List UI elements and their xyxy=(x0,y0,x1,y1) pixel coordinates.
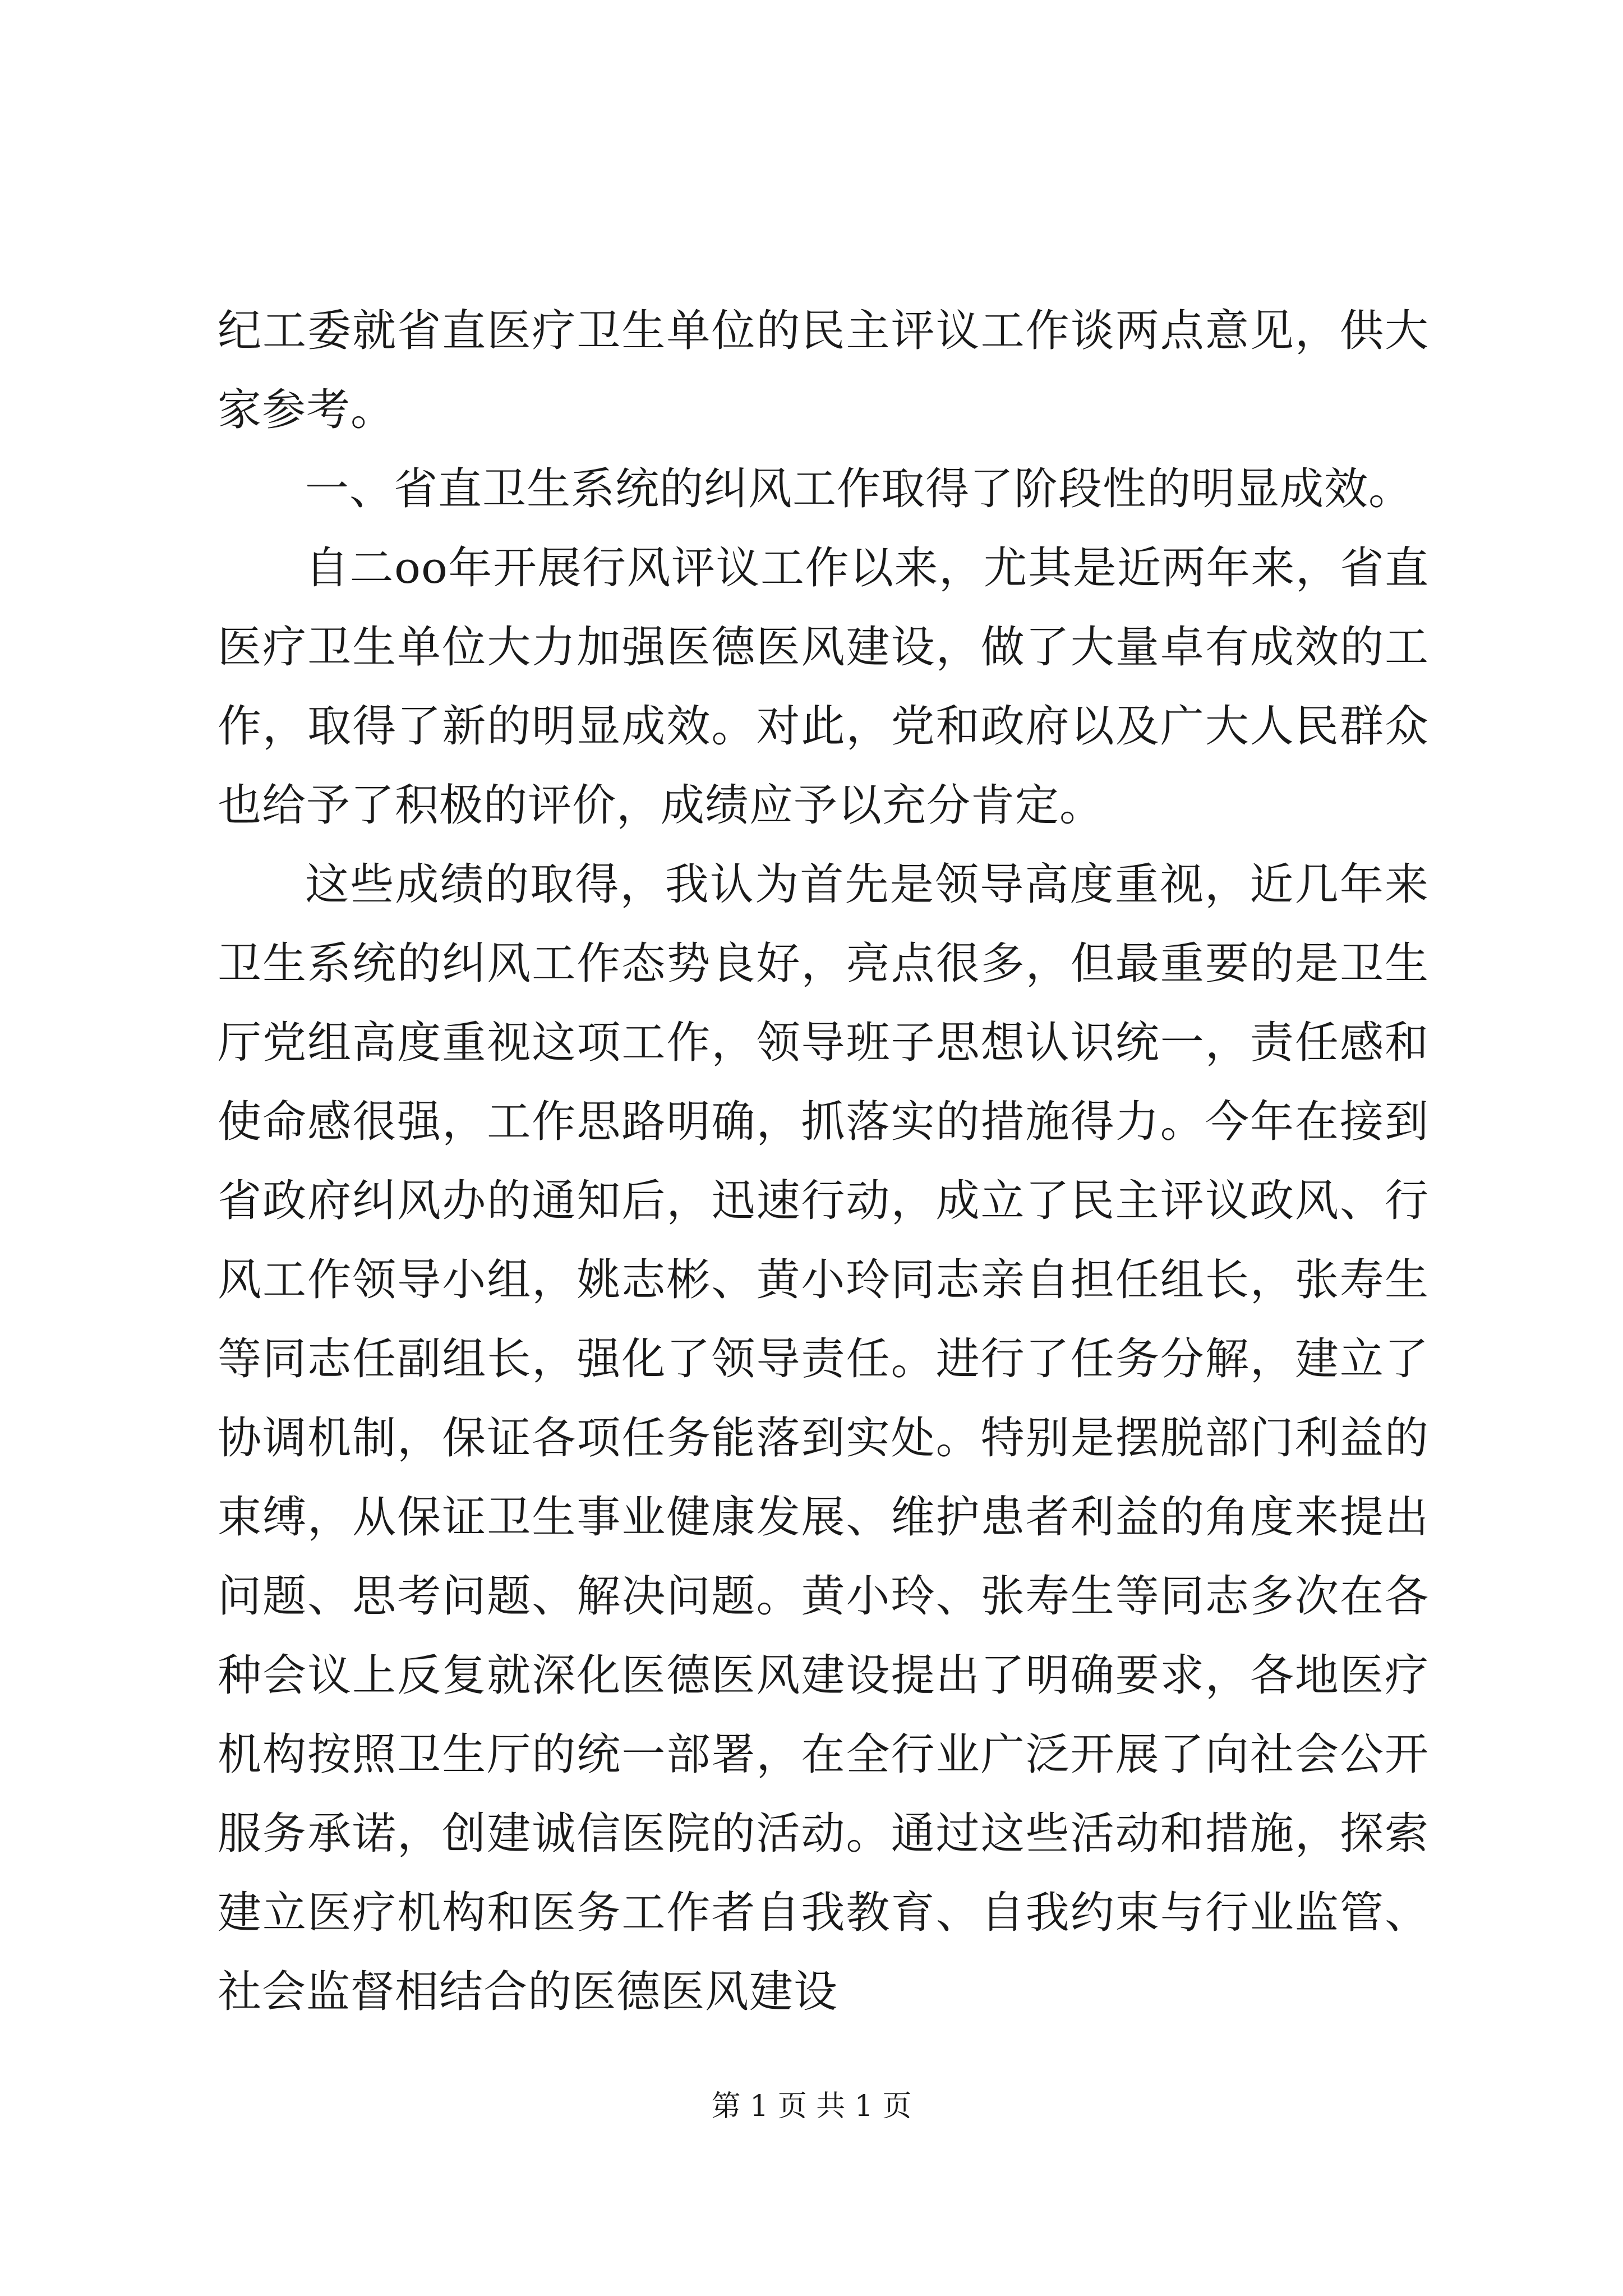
paragraph-1: 纪工委就省直医疗卫生单位的民主评议工作谈两点意见，供大家参考。 xyxy=(218,306,1429,435)
paragraph-2: 自二oo年开展行风评议工作以来，尤其是近两年来，省直医疗卫生单位大力加强医德医风建设，做了大量卓有成效的工作，取得了新的明显成效。对此，党和政府以及广大人民群众也给予了积极的评价，成绩应予以充分肯定。 xyxy=(218,543,1429,831)
page-footer: 第 1 页 共 1 页 xyxy=(711,2090,912,2123)
document-body xyxy=(218,292,1429,2032)
paragraph-heading-1: 一、省直卫生系统的纠风工作取得了阶段性的明显成效。 xyxy=(305,464,1413,514)
paragraph-3: 这些成绩的取得，我认为首先是领导高度重视，近几年来卫生系统的纠风工作态势良好，亮点很多，但最重要的是卫生厅党组高度重视这项工作，领导班子思想认识统一，责任感和使命感很强，工作思路明确，抓落实的措施得力。今年在接到省政府纠风办的通知后，迅速行动，成立了民主评议政风、行风工作领导小组，姚志彬、黄小玲同志亲自担任组长，张寿生等同志任副组长，强化了领导责任。进行了任务分解，建立了协调机制，保证各项任务能落到实处。特别是摆脱部门利益的束缚，从保证卫生事业健康发展、维护患者利益的角度来提出问题、思考问题、解决问题。黄小玲、张寿生等同志多次在各种会议上反复就深化医德医风建设提出了明确要求，各地医疗机构按照卫生厅的统一部署，在全行业广泛开展了向社会公开服务承诺，创建诚信医院的活动。通过这些活动和措施，探索建立医疗机构和医务工作者自我教育、自我约束与行业监管、社会监督相结合的医德医风建设 xyxy=(218,859,1429,2017)
